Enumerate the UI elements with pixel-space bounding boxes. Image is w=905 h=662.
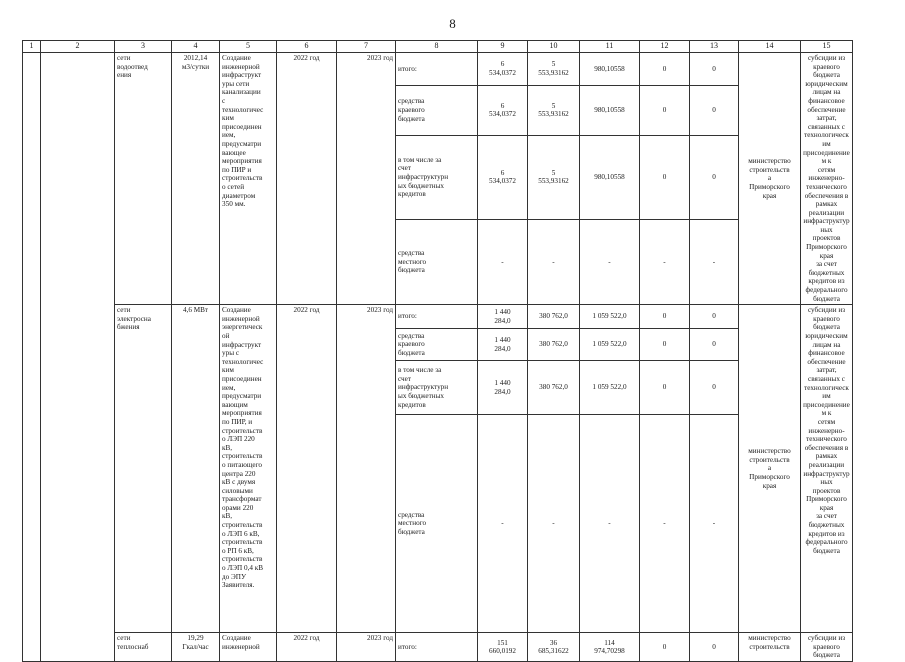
cell-col1 <box>23 53 41 662</box>
funding-source: средства местного бюджета <box>396 219 478 304</box>
col-header: 6 <box>277 41 337 53</box>
value-year4: 0 <box>690 633 739 662</box>
table-row <box>23 633 853 662</box>
col-header: 11 <box>580 41 640 53</box>
end-year: 2023 год <box>337 305 396 633</box>
funding-source: итого: <box>396 53 478 86</box>
value-year2: 1 059 522,0 <box>580 329 640 361</box>
value-year1: 5 553,93162 <box>528 53 580 86</box>
col-header: 8 <box>396 41 478 53</box>
result: субсидии из краевого бюджета юридическим лицам на финансовое обеспечение затрат, связанных с технологическим присоединением к сетям инженерно- технического обеспечения в рамках реализации инфраструктурных проектов Приморского края за счет бюджетных кредитов из федерального бюджета <box>801 305 853 633</box>
funding-source: в том числе за счет инфраструктурн ых бюджетных кредитов <box>396 135 478 219</box>
value-year1: 380 762,0 <box>528 305 580 329</box>
header-row <box>23 41 853 53</box>
funding-table <box>22 40 853 662</box>
start-year: 2022 год <box>277 305 337 633</box>
value-year1: - <box>528 415 580 633</box>
funding-source: средства местного бюджета <box>396 415 478 633</box>
executor: министерство строительств а Приморского края <box>739 53 801 305</box>
col-header: 4 <box>172 41 220 53</box>
value-year2: 980,10558 <box>580 135 640 219</box>
value-year1: - <box>528 219 580 304</box>
value-year3: - <box>640 415 690 633</box>
funding-source: средства краевого бюджета <box>396 329 478 361</box>
value-year3: 0 <box>640 305 690 329</box>
capacity: 2012,14 м3/сутки <box>172 53 220 305</box>
funding-source: итого: <box>396 305 478 329</box>
end-year: 2023 год <box>337 53 396 305</box>
col-header: 15 <box>801 41 853 53</box>
value-year2: 980,10558 <box>580 53 640 86</box>
description: Создание инженерной <box>220 633 277 662</box>
value-year3: - <box>640 219 690 304</box>
cell-col2 <box>41 53 115 662</box>
value-total: 1 440 284,0 <box>478 329 528 361</box>
value-year3: 0 <box>640 361 690 415</box>
col-header: 12 <box>640 41 690 53</box>
value-total: 6 534,0372 <box>478 53 528 86</box>
col-header: 13 <box>690 41 739 53</box>
value-total: - <box>478 219 528 304</box>
end-year: 2023 год <box>337 633 396 662</box>
start-year: 2022 год <box>277 53 337 305</box>
value-year2: 114 974,70298 <box>580 633 640 662</box>
description: Создание инженерной энергетическ ой инфраструкт уры с технологичес ким присоединен ием, предусматри вающим мероприятия по ПИР, и строительств о ЛЭП 220 кВ, строительств о питающего центра 220 кВ с двумя силовыми трансформат орами 220 кВ, строительств о ЛЭП 6 кВ, строительств о РП 6 кВ, строительств о ЛЭП 0,4 кВ до ЭПУ Заявителя. <box>220 305 277 633</box>
value-year2: - <box>580 415 640 633</box>
col-header: 5 <box>220 41 277 53</box>
col-header: 3 <box>115 41 172 53</box>
capacity: 4,6 МВт <box>172 305 220 633</box>
value-year4: 0 <box>690 305 739 329</box>
value-total: 151 660,0192 <box>478 633 528 662</box>
start-year: 2022 год <box>277 633 337 662</box>
value-total: 6 534,0372 <box>478 135 528 219</box>
capacity: 19,29 Гкал/час <box>172 633 220 662</box>
value-year2: - <box>580 219 640 304</box>
executor: министерство строительств <box>739 633 801 662</box>
value-year4: 0 <box>690 85 739 135</box>
value-year3: 0 <box>640 633 690 662</box>
col-header: 10 <box>528 41 580 53</box>
value-year4: 0 <box>690 53 739 86</box>
object-name: сети водоотвед ения <box>115 53 172 305</box>
value-year4: 0 <box>690 329 739 361</box>
value-year3: 0 <box>640 135 690 219</box>
funding-source: в том числе за счет инфраструктурн ых бюджетных кредитов <box>396 361 478 415</box>
value-year4: 0 <box>690 135 739 219</box>
table-row <box>23 305 853 329</box>
value-year2: 1 059 522,0 <box>580 305 640 329</box>
col-header: 7 <box>337 41 396 53</box>
description: Создание инженерной инфраструкт уры сети канализации с технологичес ким присоединен ием, предусматри вающее мероприятия по ПИР и строительств о сетей диаметром 350 мм. <box>220 53 277 305</box>
funding-source: итого: <box>396 633 478 662</box>
value-year3: 0 <box>640 329 690 361</box>
value-year3: 0 <box>640 53 690 86</box>
page-number: 8 <box>449 16 456 31</box>
col-header: 1 <box>23 41 41 53</box>
object-name: сети электросна бжения <box>115 305 172 633</box>
value-year1: 380 762,0 <box>528 329 580 361</box>
value-year1: 5 553,93162 <box>528 85 580 135</box>
executor: министерство строительств а Приморского края <box>739 305 801 633</box>
value-year4: - <box>690 219 739 304</box>
value-year2: 980,10558 <box>580 85 640 135</box>
value-year3: 0 <box>640 85 690 135</box>
col-header: 9 <box>478 41 528 53</box>
result: субсидии из краевого бюджета <box>801 633 853 662</box>
funding-source: средства краевого бюджета <box>396 85 478 135</box>
value-year1: 36 685,31622 <box>528 633 580 662</box>
value-total: 6 534,0372 <box>478 85 528 135</box>
result: субсидии из краевого бюджета юридическим лицам на финансовое обеспечение затрат, связанных с технологическим присоединением к сетям инженерно- технического обеспечения в рамках реализации инфраструктурных проектов Приморского края за счет бюджетных кредитов из федерального бюджета <box>801 53 853 305</box>
value-year2: 1 059 522,0 <box>580 361 640 415</box>
value-year1: 5 553,93162 <box>528 135 580 219</box>
value-year4: - <box>690 415 739 633</box>
value-year1: 380 762,0 <box>528 361 580 415</box>
object-name: сети теплоснаб <box>115 633 172 662</box>
value-total: 1 440 284,0 <box>478 361 528 415</box>
value-total: - <box>478 415 528 633</box>
col-header: 2 <box>41 41 115 53</box>
value-total: 1 440 284,0 <box>478 305 528 329</box>
col-header: 14 <box>739 41 801 53</box>
table-row <box>23 53 853 86</box>
value-year4: 0 <box>690 361 739 415</box>
